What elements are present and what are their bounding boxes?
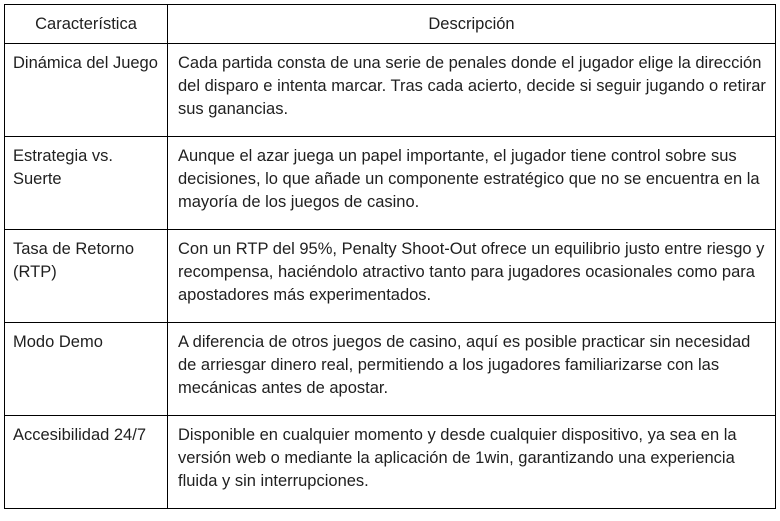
table-row	[5, 416, 776, 509]
table-row	[5, 323, 776, 416]
feature-cell: Tasa de Retorno (RTP)	[5, 230, 168, 323]
description-cell: Disponible en cualquier momento y desde cualquier dispositivo, ya sea en la versión web o mediante la aplicación de 1win, garantizando una experiencia fluida y sin interrupciones.	[168, 416, 776, 509]
feature-cell: Accesibilidad 24/7	[5, 416, 168, 509]
table-body	[5, 44, 776, 509]
header-feature: Característica	[5, 5, 168, 44]
description-cell: Aunque el azar juega un papel importante, el jugador tiene control sobre sus decisiones, lo que añade un componente estratégico que no se encuentra en la mayoría de los juegos de casino.	[168, 137, 776, 230]
description-cell: A diferencia de otros juegos de casino, aquí es posible practicar sin necesidad de arriesgar dinero real, permitiendo a los jugadores familiarizarse con las mecánicas antes de apostar.	[168, 323, 776, 416]
feature-cell: Dinámica del Juego	[5, 44, 168, 137]
table-header	[5, 5, 776, 44]
feature-cell: Estrategia vs. Suerte	[5, 137, 168, 230]
table-row	[5, 230, 776, 323]
header-row	[5, 5, 776, 44]
header-description: Descripción	[168, 5, 776, 44]
document-body	[4, 4, 776, 509]
table-row	[5, 137, 776, 230]
description-cell: Cada partida consta de una serie de penales donde el jugador elige la dirección del disparo e intenta marcar. Tras cada acierto, decide si seguir jugando o retirar sus ganancias.	[168, 44, 776, 137]
description-cell: Con un RTP del 95%, Penalty Shoot-Out ofrece un equilibrio justo entre riesgo y recompensa, haciéndolo atractivo tanto para jugadores ocasionales como para apostadores más experimentados.	[168, 230, 776, 323]
feature-cell: Modo Demo	[5, 323, 168, 416]
features-table	[4, 4, 776, 509]
table-row	[5, 44, 776, 137]
